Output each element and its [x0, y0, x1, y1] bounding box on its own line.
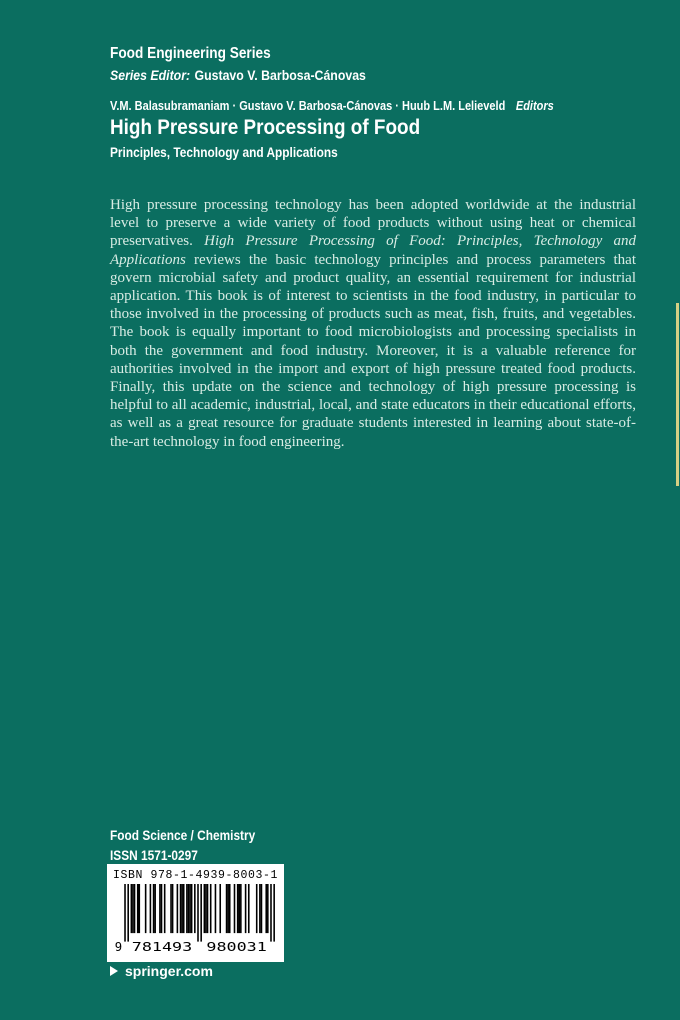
issn-label: ISSN 1571-0297	[110, 848, 198, 863]
page-edge-accent	[676, 303, 679, 486]
book-title: High Pressure Processing of Food	[110, 115, 421, 139]
description-text-start: High pressure processing technology has been adopted worldwide at the industrial level to preserve a wide variety of food products without using heat or chemical preservatives.	[110, 197, 636, 250]
ean-digits-right: 980031	[205, 940, 267, 952]
ean-bars	[124, 884, 275, 942]
category-label: Food Science / Chemistry	[110, 828, 256, 843]
ean-digit-first: 9	[114, 940, 122, 952]
series-editor-line	[110, 67, 366, 83]
book-description	[110, 196, 636, 451]
barcode-box	[107, 864, 284, 962]
series-title: Food Engineering Series	[110, 45, 271, 62]
springer-website: springer.com	[125, 963, 213, 979]
authors-line	[110, 99, 554, 113]
springer-arrow-icon	[110, 966, 118, 976]
editors-label: Editors	[515, 99, 554, 113]
series-editor-name: Gustavo V. Barbosa-Cánovas	[194, 67, 366, 83]
ean-barcode	[109, 884, 283, 952]
description-text-end: reviews the basic technology principles and process parameters that govern microbial safety and product quality, an essential requirement for industrial application. This book is of interest to scientists in the food industry, in particular to those involved in the processing of products such as meat, fish, fruits, and vegetables. The book is equally important to food microbiologists and processing specialists in both the government and food industry. Moreover, it is a valuable reference for authorities involved in the import and export of high pressure treated food products. Finally, this update on the science and technology of high pressure processing is helpful to all academic, industrial, local, and state educators in their educational efforts, as well as a great resource for graduate students interested in learning about state-of-the-art technology in food engineering.	[110, 251, 636, 450]
isbn-text: ISBN 978-1-4939-8003-1	[112, 869, 279, 882]
authors-names: V.M. Balasubramaniam · Gustavo V. Barbosa-Cánovas · Huub L.M. Lelieveld	[110, 99, 506, 113]
description-book-title-italic: High Pressure Processing of Food: Principles, Technology and Applications	[110, 233, 636, 268]
springer-row	[110, 963, 213, 979]
series-editor-label: Series Editor:	[110, 67, 191, 83]
ean-digits-left: 781493	[131, 940, 192, 952]
book-subtitle: Principles, Technology and Applications	[110, 145, 338, 160]
